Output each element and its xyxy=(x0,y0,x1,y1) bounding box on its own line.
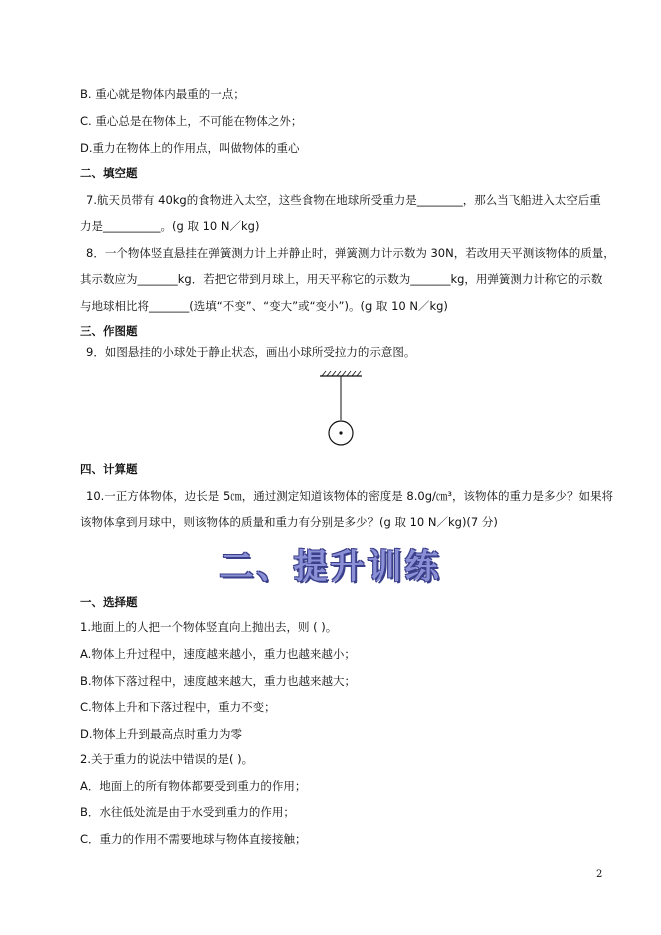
question-9: 9．如图悬挂的小球处于静止状态，画出小球所受拉力的示意图。 xyxy=(86,345,416,359)
problem-1: 1.地面上的人把一个物体竖直向上抛出去，则 ( )。 xyxy=(80,620,338,634)
line-d: D.重力在物体上的作用点，叫做物体的重心 xyxy=(80,141,300,155)
question-10-line-2: 该物体拿到月球中，则该物体的质量和重力有分别是多少？(g 取 10 N／kg)(7 分) xyxy=(80,515,498,529)
question-8-line-2: 其示数应为_______kg．若把它带到月球上，用天平称它的示数为_______kg，用弹簧测力计称它的示数 xyxy=(80,272,603,286)
page-number: 2 xyxy=(596,869,603,880)
banner-title: 二、提升训练 xyxy=(219,547,442,587)
problem-2-option-b: B．水往低处流是由于水受到重力的作用； xyxy=(80,805,295,819)
problem-1-option-b: B.物体下落过程中，速度越来越大，重力也越来越大； xyxy=(80,674,357,688)
line-c: C. 重心总是在物体上，不可能在物体之外； xyxy=(80,114,303,128)
question-7-line-1: 7.航天员带有 40kg的食物进入太空，这些食物在地球所受重力是________，那么当飞船进入太空后重 xyxy=(86,193,601,207)
ball-center-dot xyxy=(339,431,342,434)
section-drawing: 三、作图题 xyxy=(80,324,138,338)
problem-1-option-a: A.物体上升过程中，速度越来越小，重力也越来越小； xyxy=(80,647,356,661)
problem-2-option-c: C．重力的作用不需要地球与物体直接接触； xyxy=(80,832,307,846)
question-8-line-3: 与地球相比将_______(选填“不变”、“变大”或“变小”)。(g 取 10 N／kg) xyxy=(80,299,448,313)
question-10-line-1: 10.一正方体物体，边长是 5㎝，通过测定知道该物体的密度是 8.0g/㎝³，该物体的重力是多少？如果将 xyxy=(86,489,613,503)
problem-1-option-d: D.物体上升到最高点时重力为零 xyxy=(80,727,243,741)
hanging-ball-figure xyxy=(316,370,366,454)
section-choice: 一、选择题 xyxy=(80,595,138,609)
problem-1-option-c: C.物体上升和下落过程中，重力不变； xyxy=(80,700,276,714)
line-b: B. 重心就是物体内最重的一点； xyxy=(80,87,245,101)
question-7-line-2: 力是__________。(g 取 10 N／kg) xyxy=(80,219,260,233)
ceiling-hatch xyxy=(322,371,361,376)
problem-2-option-a: A．地面上的所有物体都要受到重力的作用； xyxy=(80,779,307,793)
question-8-line-1: 8．一个物体竖直悬挂在弹簧测力计上并静止时，弹簧测力计示数为 30N，若改用天平测该物体的质量， xyxy=(86,246,615,260)
section-calculation: 四、计算题 xyxy=(80,462,138,476)
problem-2: 2.关于重力的说法中错误的是( )。 xyxy=(80,752,254,766)
section-fill-blank: 二、填空题 xyxy=(80,166,138,180)
